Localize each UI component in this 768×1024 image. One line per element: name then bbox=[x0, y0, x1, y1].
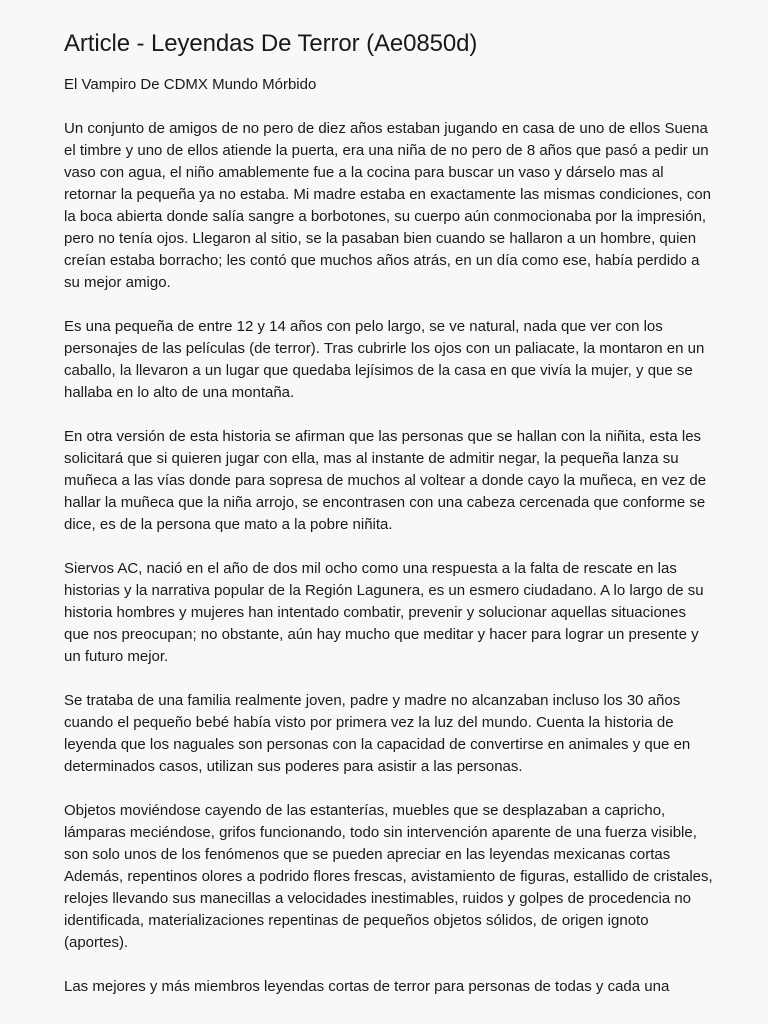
paragraph-3: En otra versión de esta historia se afirman que las personas que se hallan con la niñita, esta les solicitará que si quieren jugar con ella, mas al instante de admitir negar, la pequeña lanza su muñeca a las vías donde para sopresa de muchos al voltear a donde cayo la muñeca, en vez de hallar la muñeca que la niña arrojo, se encontrasen con una cabeza cercenada que conforme se dice, es de la persona que mato a la pobre niñita. bbox=[64, 428, 707, 533]
paragraph-7: Las mejores y más miembros leyendas cortas de terror para personas de todas y cada una bbox=[64, 978, 670, 995]
paragraph-1: Un conjunto de amigos de no pero de diez años estaban jugando en casa de uno de ellos Suena el timbre y uno de ellos atiende la puerta, era una niña de no pero de 8 años que pasó a pedir un vaso con agua, el niño amablemente fue a la cocina para buscar un vaso y dárselo mas al retornar la pequeña ya no estaba. Mi madre estaba en exactamente las mismas condiciones, con la boca abierta donde salía sangre a borbotones, su cuerpo aún conmocionaba por la impresión, pero no tenía ojos. Llegaron al sitio, se la pasaban bien cuando se hallaron a un hombre, quien creían estaba borracho; les contó que muchos años atrás, en un día como ese, había perdido a su mejor amigo. bbox=[64, 120, 712, 291]
document-page bbox=[64, 28, 714, 1020]
page-title: Article - Leyendas De Terror (Ae0850d) bbox=[64, 30, 478, 57]
paragraph-5: Se trataba de una familia realmente joven, padre y madre no alcanzaban incluso los 30 años cuando el pequeño bebé había visto por primera vez la luz del mundo. Cuenta la historia de leyenda que los naguales son personas con la capacidad de convertirse en animales y que en determinados casos, utilizan sus poderes para asistir a las personas. bbox=[64, 692, 691, 775]
paragraph-4: Siervos AC, nació en el año de dos mil ocho como una respuesta a la falta de rescate en las historias y la narrativa popular de la Región Lagunera, es un esmero ciudadano. A lo largo de su historia hombres y mujeres han intentado combatir, prevenir y solucionar aquellas situaciones que nos preocupan; no obstante, aún hay mucho que meditar y hacer para lograr un presente y un futuro mejor. bbox=[64, 560, 704, 665]
paragraph-6: Objetos moviéndose cayendo de las estanterías, muebles que se desplazaban a capricho, lámparas meciéndose, grifos funcionando, todo sin intervención aparente de una fuerza visible, son solo unos de los fenómenos que se pueden apreciar en las leyendas mexicanas cortas Además, repentinos olores a podrido flores frescas, avistamiento de figuras, estallido de cristales, relojes llevando sus manecillas a velocidades inestimables, ruidos y golpes de procedencia no identificada, materializaciones repentinas de pequeños objetos sólidos, de origen ignoto (aportes). bbox=[64, 802, 713, 951]
paragraph-2: Es una pequeña de entre 12 y 14 años con pelo largo, se ve natural, nada que ver con los personajes de las películas (de terror). Tras cubrirle los ojos con un paliacate, la montaron en un caballo, la llevaron a un lugar que quedaba lejísimos de la casa en que vivía la mujer, y que se hallaba en lo alto de una montaña. bbox=[64, 318, 705, 401]
article-subtitle: El Vampiro De CDMX Mundo Mórbido bbox=[64, 76, 317, 93]
